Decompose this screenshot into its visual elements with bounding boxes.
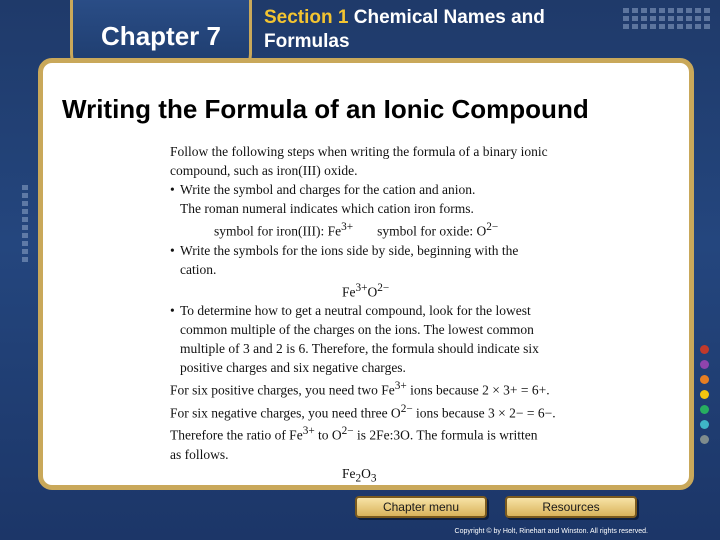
- decorative-dot: [641, 16, 647, 21]
- section-title-line2: Formulas: [264, 31, 350, 52]
- side-by-side-formula: [170, 279, 590, 302]
- decorative-dot: [704, 24, 710, 29]
- bullet-continuation: multiple of 3 and 2 is 6. Therefore, the formula should indicate six: [180, 341, 539, 356]
- decorative-dot: [650, 8, 656, 13]
- bullet-item: • Write the symbols for the ions side by side, beginning with the: [170, 241, 590, 260]
- positive-text: For six positive charges, you need two Fe: [170, 382, 395, 398]
- final-formula: [170, 464, 590, 489]
- positive-text-end: ions because 2 × 3+ = 6+.: [406, 382, 550, 398]
- decorative-dot: [695, 8, 701, 13]
- decorative-dot: [22, 225, 28, 230]
- slide-title: Writing the Formula of an Ionic Compound: [62, 94, 589, 124]
- decorative-dot: [668, 16, 674, 21]
- color-dot: [700, 360, 709, 369]
- decorative-dot: [704, 16, 710, 21]
- bullet-item: • Write the symbol and charges for the cation and anion.: [170, 180, 590, 199]
- decorative-dot: [623, 24, 629, 29]
- fe-symbol: Fe: [342, 284, 356, 299]
- final-fe: Fe: [342, 465, 356, 481]
- decorative-dot: [668, 24, 674, 29]
- color-dot: [700, 420, 709, 429]
- decorative-dot: [22, 233, 28, 238]
- decorative-dot-pattern-top: [623, 8, 710, 29]
- decorative-dot: [22, 201, 28, 206]
- decorative-dot: [695, 24, 701, 29]
- fe-charge: 3+: [355, 281, 368, 294]
- bullet-item: • To determine how to get a neutral compound, look for the lowest: [170, 301, 590, 320]
- bullet-continuation: The roman numeral indicates which cation iron forms.: [180, 201, 474, 216]
- bullet-continuation: positive charges and six negative charges.: [180, 360, 406, 375]
- slide-body: [170, 142, 590, 488]
- ratio-text: Therefore the ratio of Fe: [170, 427, 303, 443]
- oxide-charge: 2−: [486, 221, 499, 233]
- chapter-menu-button[interactable]: Chapter menu: [355, 496, 487, 518]
- decorative-dot: [695, 16, 701, 21]
- positive-charge: 3+: [394, 380, 407, 392]
- decorative-dot: [677, 24, 683, 29]
- section-title-line1: Chemical Names and: [353, 7, 545, 28]
- o-charge: 2−: [377, 281, 390, 294]
- decorative-dot: [650, 24, 656, 29]
- o-symbol: O: [367, 284, 378, 299]
- decorative-dot: [22, 185, 28, 190]
- bullet-continuation: cation.: [180, 261, 217, 277]
- decorative-dot: [668, 8, 674, 13]
- decorative-dot: [677, 16, 683, 21]
- decorative-dot: [22, 241, 28, 246]
- negative-charge: 2−: [400, 402, 413, 415]
- copyright-text: Copyright © by Holt, Rinehart and Winston. All rights reserved.: [454, 528, 648, 535]
- final-fe-subscript: 2: [355, 472, 362, 485]
- symbol-line: [170, 218, 590, 241]
- iron-charge: 3+: [341, 221, 354, 233]
- section-title: [264, 6, 594, 54]
- color-dot: [700, 435, 709, 444]
- decorative-dot: [650, 16, 656, 21]
- color-dot: [700, 405, 709, 414]
- ratio-text-end: is 2Fe:3O. The formula is written: [353, 427, 538, 443]
- decorative-dot: [22, 257, 28, 262]
- decorative-dot: [704, 8, 710, 13]
- decorative-dot: [22, 249, 28, 254]
- symbol-iron-label: symbol for iron(III): Fe: [214, 223, 342, 239]
- bullet-continuation: common multiple of the charges on the ions. The lowest common: [180, 322, 534, 337]
- decorative-dot: [686, 16, 692, 21]
- decorative-dot: [623, 16, 629, 21]
- decorative-dot: [659, 8, 665, 13]
- intro-line: compound, such as iron(III) oxide.: [170, 163, 358, 178]
- decorative-dot: [632, 8, 638, 13]
- decorative-dot: [632, 16, 638, 21]
- negative-text-end: ions because 3 × 2− = 6−.: [412, 405, 556, 420]
- color-dot: [700, 375, 709, 384]
- decorative-dot: [641, 8, 647, 13]
- ratio-fe-charge: 3+: [302, 425, 315, 437]
- ratio-line: [170, 422, 590, 445]
- intro-line: Follow the following steps when writing the formula of a binary ionic: [170, 144, 548, 159]
- positive-charge-line: [170, 377, 590, 400]
- ratio-o-charge: 2−: [341, 425, 354, 437]
- decorative-color-dots: [700, 345, 709, 444]
- decorative-dot: [641, 24, 647, 29]
- decorative-dot: [659, 16, 665, 21]
- final-o: O: [361, 465, 371, 481]
- decorative-dot: [623, 8, 629, 13]
- decorative-dot: [686, 24, 692, 29]
- negative-charge-line: [170, 400, 590, 423]
- ratio-text-mid: to O: [314, 427, 342, 443]
- decorative-dot: [677, 8, 683, 13]
- decorative-dot: [686, 8, 692, 13]
- decorative-dot: [632, 24, 638, 29]
- decorative-dot: [22, 193, 28, 198]
- decorative-dot: [22, 217, 28, 222]
- ratio-line-2: as follows.: [170, 446, 229, 462]
- decorative-dot-pattern-left: [22, 185, 28, 262]
- color-dot: [700, 390, 709, 399]
- negative-text: For six negative charges, you need three O: [170, 405, 401, 420]
- decorative-dot: [22, 209, 28, 214]
- final-o-subscript: 3: [370, 472, 377, 485]
- color-dot: [700, 345, 709, 354]
- chapter-label: Chapter 7: [101, 21, 221, 51]
- decorative-dot: [659, 24, 665, 29]
- section-number: Section 1: [264, 7, 349, 28]
- resources-button[interactable]: Resources: [505, 496, 637, 518]
- symbol-oxide-label: symbol for oxide: O: [377, 223, 487, 239]
